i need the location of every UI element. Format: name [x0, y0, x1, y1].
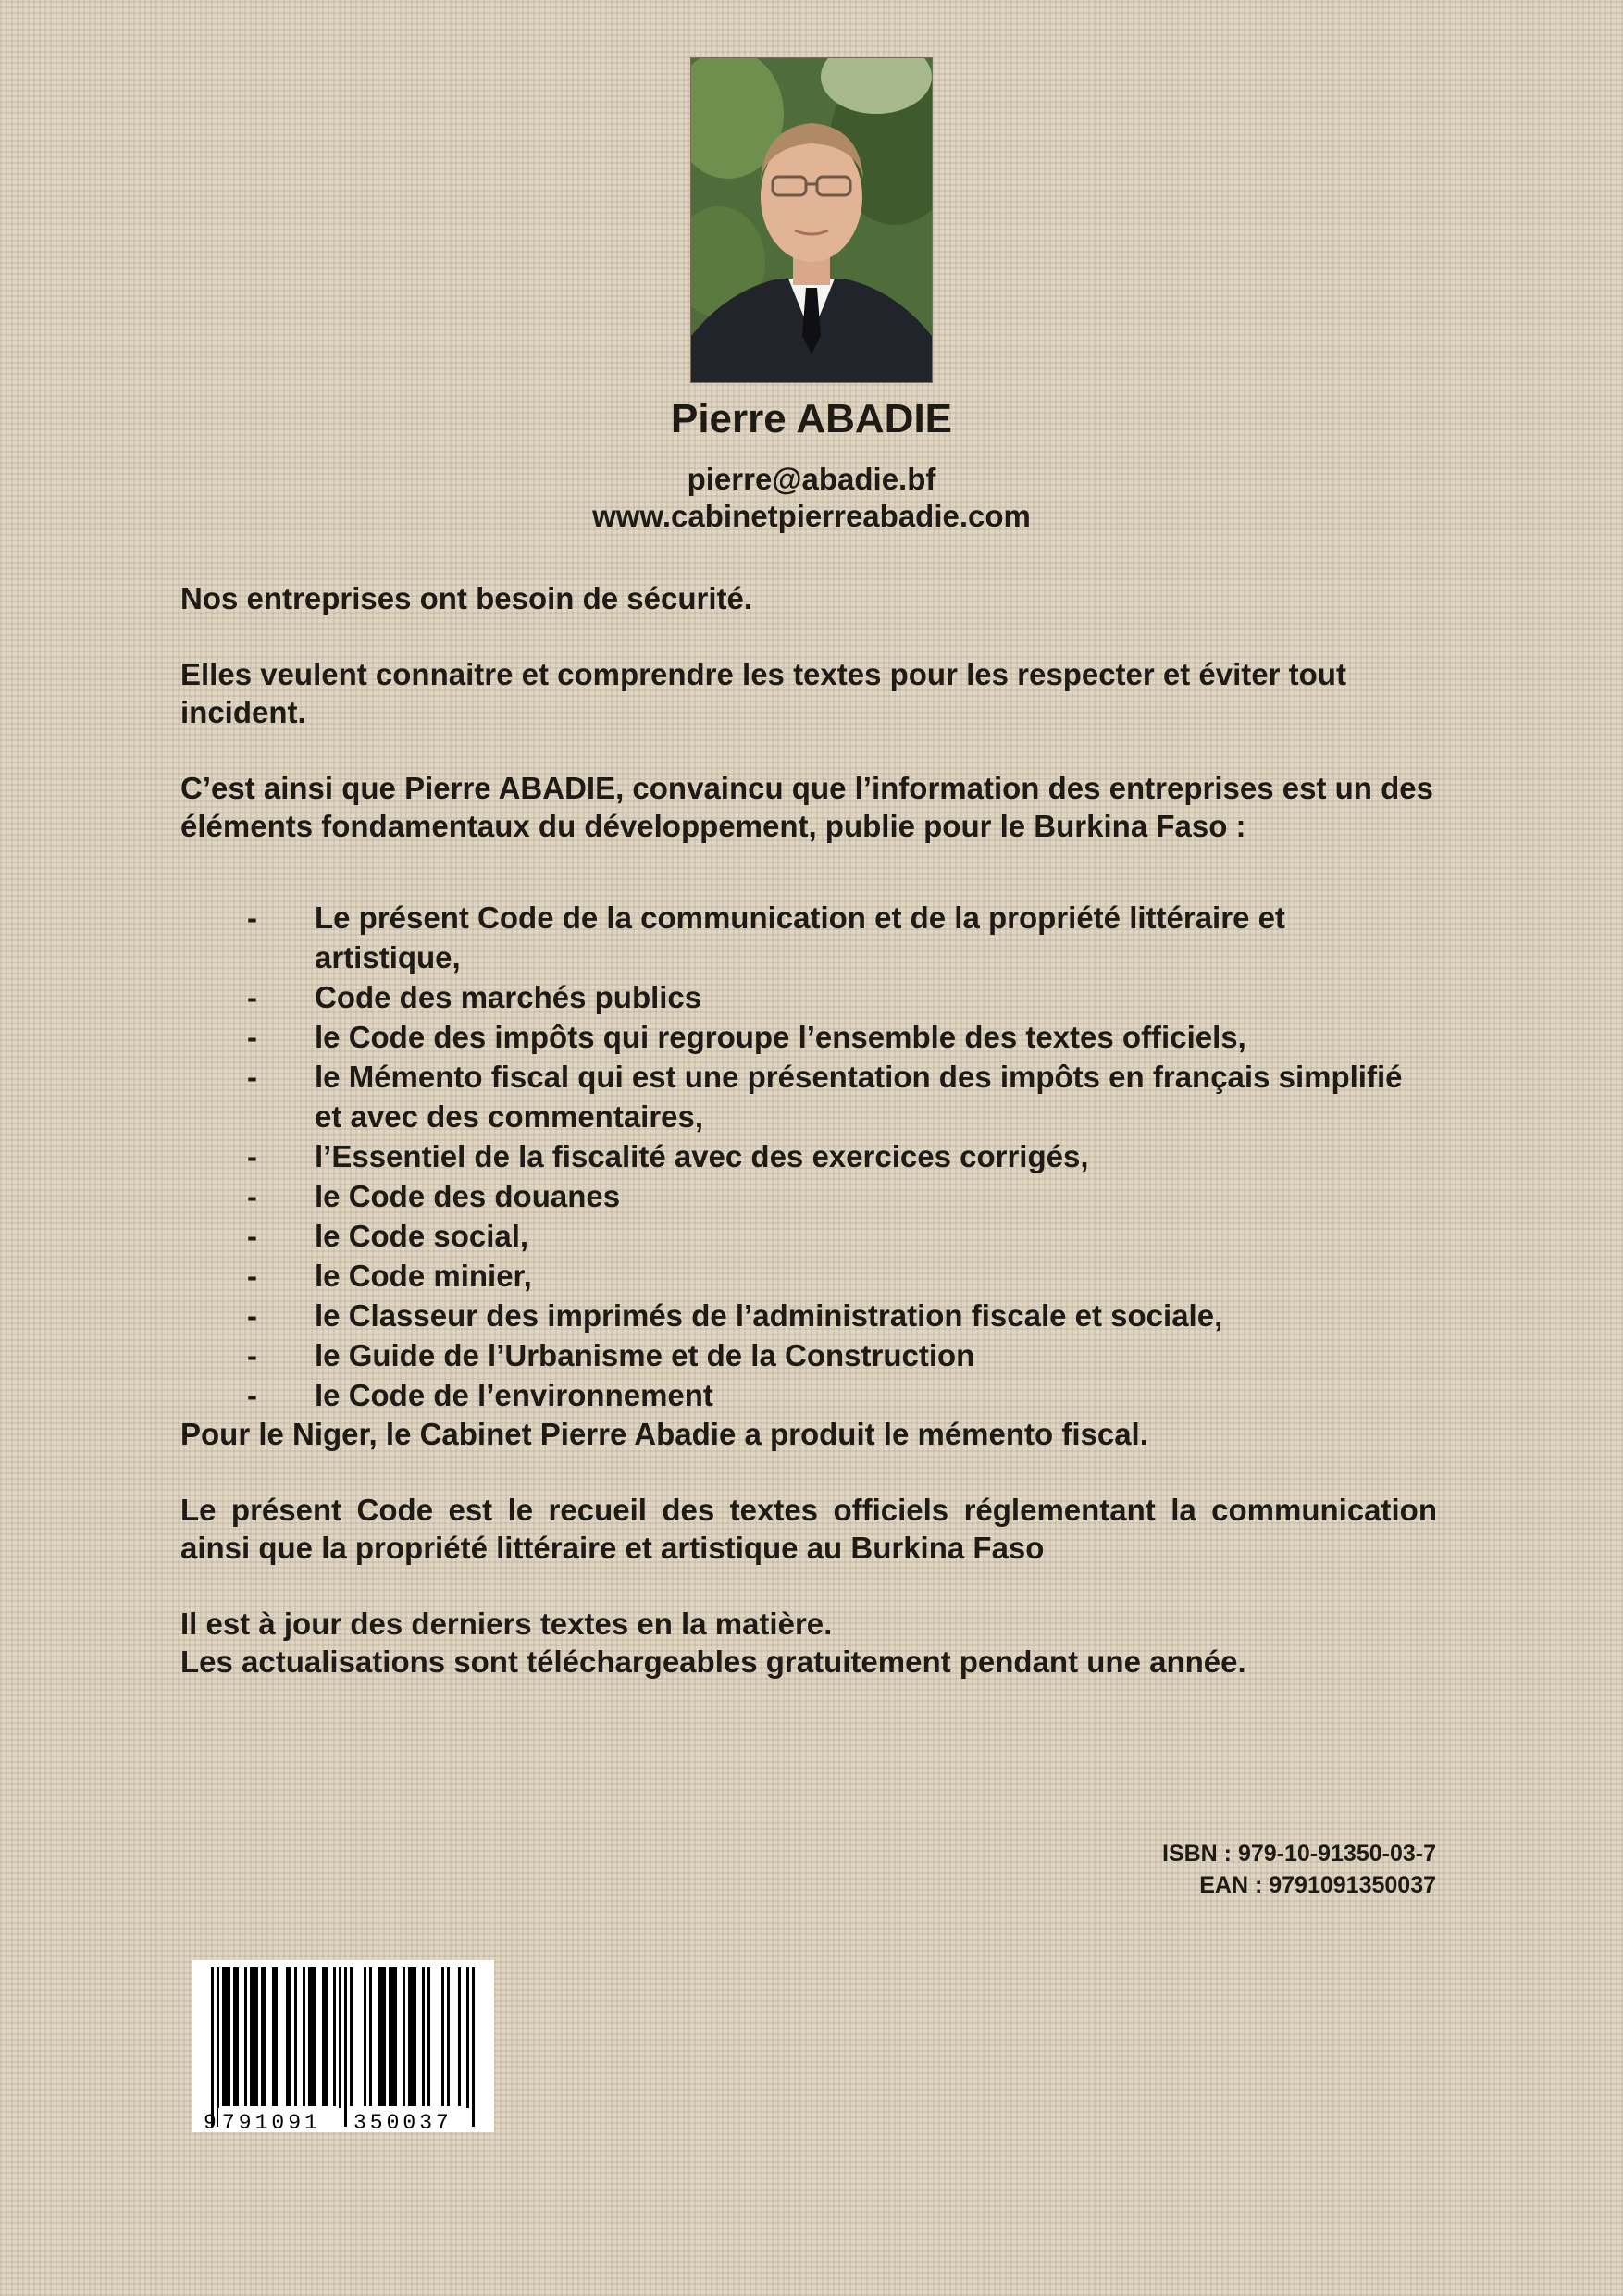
- list-item: - le Code minier,: [247, 1259, 532, 1293]
- list-item: - Code des marchés publics: [247, 980, 702, 1014]
- barcode-bar: [303, 1967, 305, 2106]
- author-portrait-illustration: [691, 58, 932, 382]
- barcode-bar: [466, 1967, 469, 2127]
- barcode-bar: [289, 1967, 291, 2106]
- barcode-bar: [314, 1967, 316, 2106]
- list-item: - le Guide de l’Urbanisme et de la Construction: [247, 1338, 975, 1372]
- barcode-right-digits: 350037: [353, 2111, 452, 2132]
- list-item: - l’Essentiel de la fiscalité avec des exercices corrigés,: [247, 1139, 1089, 1173]
- barcode-bar: [394, 1967, 397, 2106]
- barcode-bar: [378, 1967, 380, 2106]
- author-contact: [0, 461, 1623, 535]
- barcode-bar: [369, 1967, 372, 2106]
- barcode-bar: [441, 1967, 444, 2106]
- barcode-bar: [472, 1967, 475, 2127]
- barcode-bar: [222, 1967, 225, 2106]
- barcode-bar: [255, 1967, 258, 2106]
- barcode-bar: [333, 1967, 336, 2106]
- barcode-bar: [311, 1967, 314, 2106]
- barcode-bar: [264, 1967, 266, 2106]
- barcode-bar: [236, 1967, 239, 2106]
- barcode-bar: [447, 1967, 450, 2106]
- barcode-bar: [294, 1967, 297, 2106]
- paragraph-up-to-date: Il est à jour des derniers textes en la matière.: [180, 1607, 833, 1641]
- barcode-bar: [339, 1967, 341, 2127]
- author-email[interactable]: pierre@abadie.bf: [687, 462, 936, 496]
- barcode-bar: [458, 1967, 461, 2106]
- paragraph-publishes: C’est ainsi que Pierre ABADIE, convaincu que l’information des entreprises est un des éléments fondamentaux du développement, publie pour le Burkina Faso :: [180, 771, 1433, 843]
- barcode-left-digits: 791091: [222, 2111, 321, 2132]
- list-item: - le Classeur des imprimés de l’administration fiscale et sociale,: [247, 1298, 1223, 1333]
- barcode-bar: [233, 1967, 236, 2106]
- barcode-first-digit: 9: [204, 2111, 217, 2132]
- barcode-bar: [228, 1967, 230, 2106]
- barcode-bar: [422, 1967, 425, 2106]
- paragraph-security: Nos entreprises ont besoin de sécurité.: [180, 581, 753, 615]
- author-website[interactable]: www.cabinetpierreabadie.com: [592, 499, 1031, 533]
- list-item: - le Mémento fiscal qui est une présentation des impôts en français simplifié et avec des commentaires,: [247, 1060, 1403, 1134]
- publications-list: [180, 898, 1437, 1415]
- barcode-bar: [325, 1967, 328, 2106]
- barcode-bar: [344, 1967, 347, 2127]
- isbn-block: [1162, 1838, 1436, 1901]
- barcode-bar: [275, 1967, 278, 2106]
- paragraph-niger: Pour le Niger, le Cabinet Pierre Abadie a produit le mémento fiscal.: [180, 1417, 1148, 1451]
- barcode-bar: [364, 1967, 366, 2106]
- barcode-bar: [383, 1967, 386, 2106]
- barcode-bar: [391, 1967, 394, 2106]
- paragraph-updates: Les actualisations sont téléchargeables gratuitement pendant une année.: [180, 1644, 1246, 1679]
- barcode-bar: [217, 1967, 219, 2127]
- barcode-bar: [350, 1967, 353, 2106]
- barcode-graphic: [192, 1960, 494, 2132]
- list-item: - le Code social,: [247, 1219, 529, 1253]
- barcode-bar: [261, 1967, 264, 2106]
- isbn-number: ISBN : 979-10-91350-03-7: [1162, 1841, 1436, 1867]
- ean-number: EAN : 9791091350037: [1199, 1872, 1436, 1898]
- barcode-bar: [403, 1967, 405, 2106]
- description: [180, 579, 1437, 1681]
- barcode-bar: [322, 1967, 325, 2106]
- list-item: - le Code des impôts qui regroupe l’ensemble des textes officiels,: [247, 1020, 1246, 1054]
- author-photo: [690, 57, 933, 383]
- barcode-bar: [427, 1967, 430, 2106]
- paragraph-code-description: Le présent Code est le recueil des textes officiels réglementant la communication ainsi que la propriété littéraire et artistique au Burkina Faso: [180, 1493, 1437, 1565]
- barcode-bar: [244, 1967, 247, 2106]
- barcode-bar: [411, 1967, 414, 2106]
- paragraph-texts: Elles veulent connaitre et comprendre les textes pour les respecter et éviter tout incident.: [180, 657, 1346, 729]
- author-name: Pierre ABADIE: [670, 396, 953, 441]
- list-item: - le Code de l’environnement: [247, 1378, 713, 1412]
- barcode-bar: [225, 1967, 228, 2106]
- barcode-bar: [408, 1967, 411, 2106]
- barcode-bar: [253, 1967, 255, 2106]
- list-item: - le Code des douanes: [247, 1179, 621, 1213]
- barcode-bar: [308, 1967, 311, 2106]
- barcode: [192, 1960, 494, 2132]
- barcode-bar: [414, 1967, 416, 2106]
- barcode-bar: [286, 1967, 289, 2106]
- barcode-bar: [211, 1967, 214, 2127]
- list-item: - Le présent Code de la communication et de la propriété littéraire et artistique,: [247, 900, 1285, 974]
- barcode-bar: [380, 1967, 383, 2106]
- barcode-bar: [250, 1967, 253, 2106]
- barcode-bar: [389, 1967, 391, 2106]
- barcode-bar: [272, 1967, 275, 2106]
